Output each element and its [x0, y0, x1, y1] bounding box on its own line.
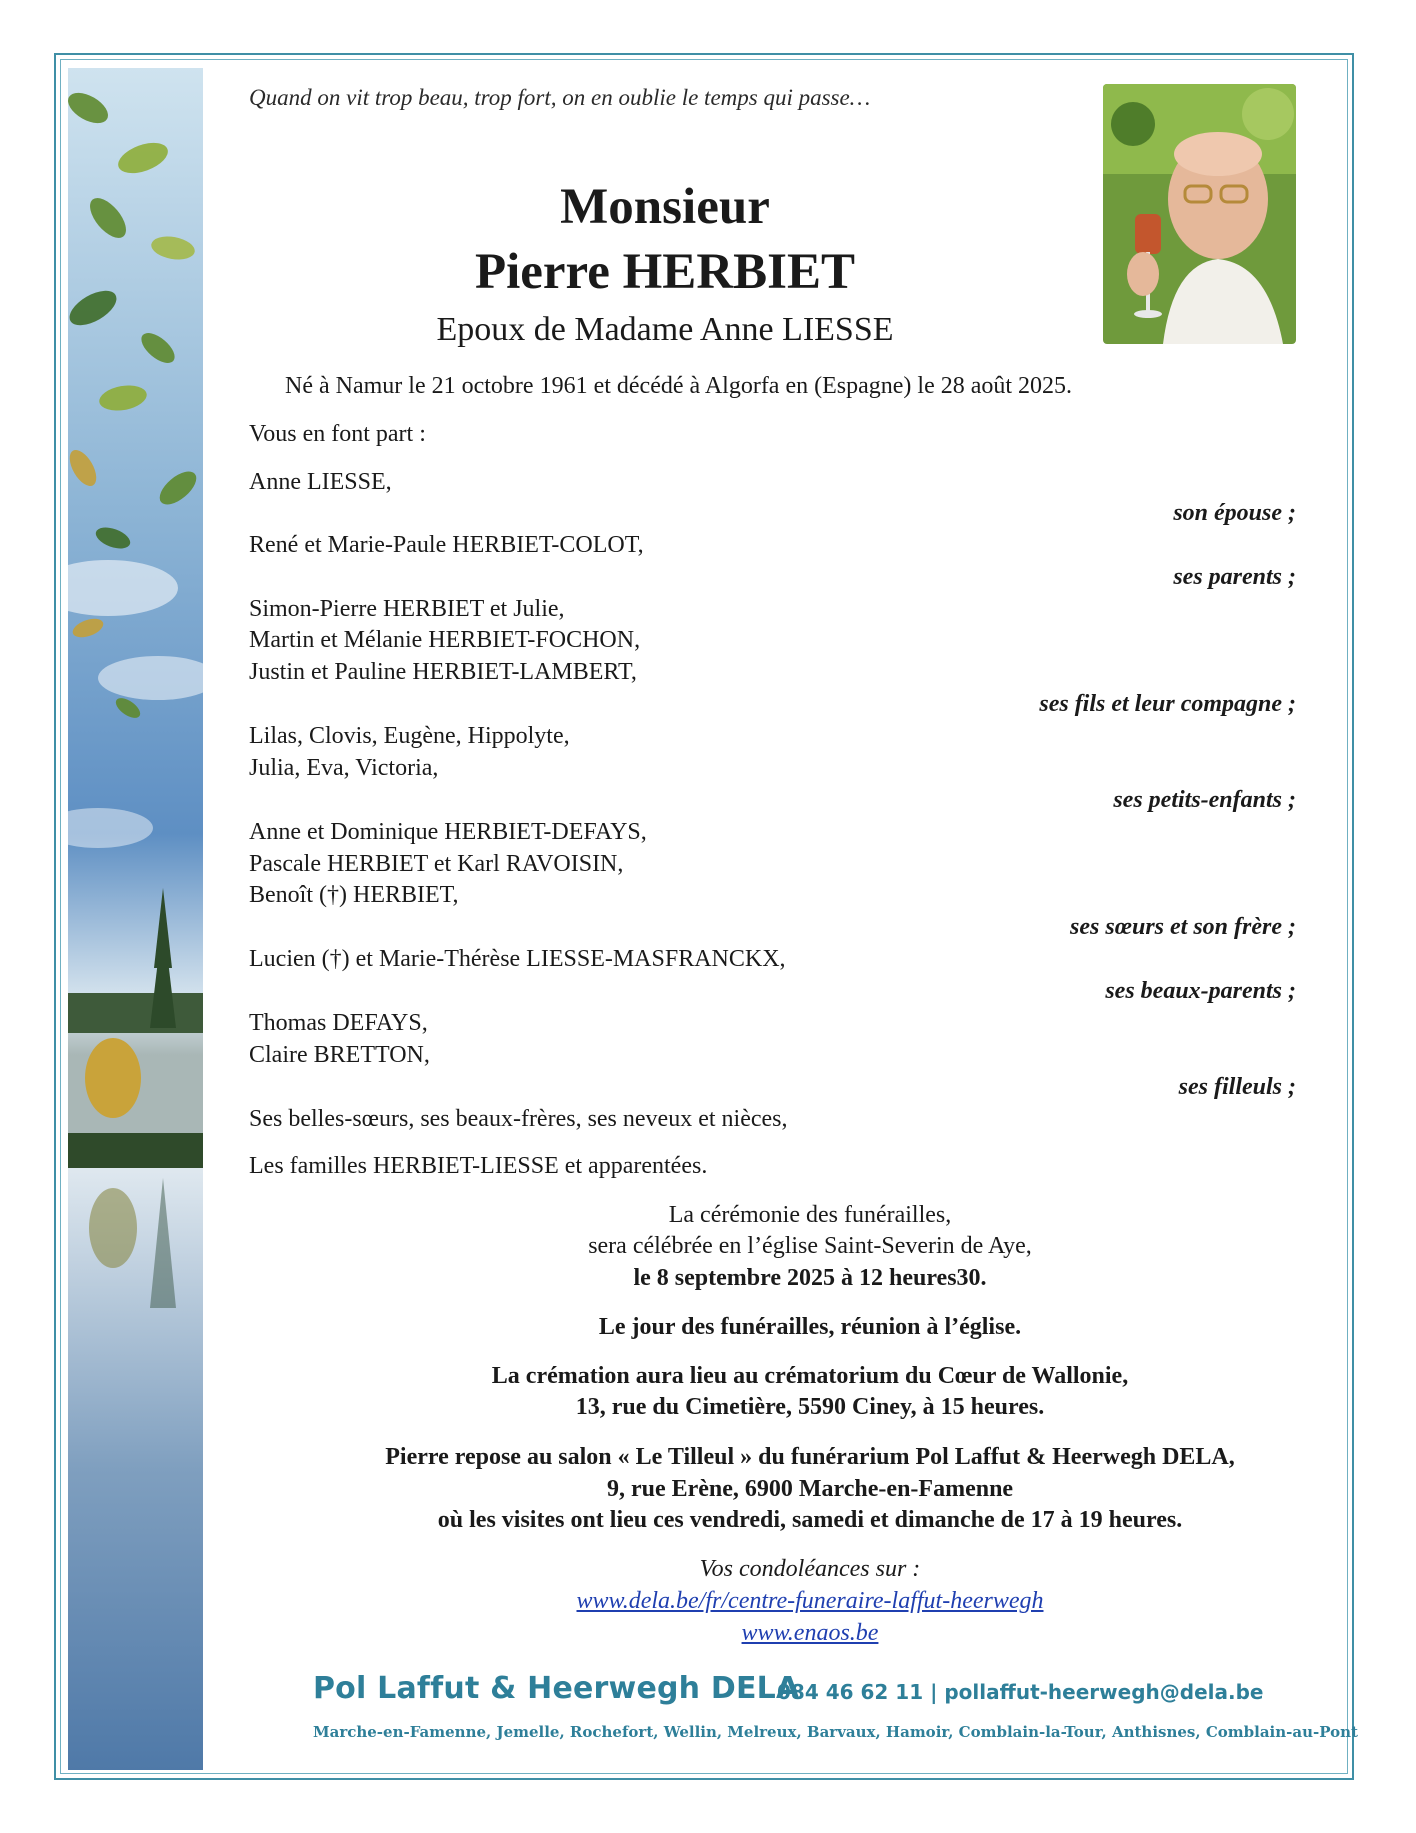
cremation-line-1: La crémation aura lieu au crématorium du Cœur de Wallonie, — [491, 1363, 1129, 1389]
opening-quote: Quand on vit trop beau, trop fort, on en oublie le temps qui passe… — [249, 85, 871, 110]
rest-line-3: où les visites ont lieu ces vendredi, samedi et dimanche de 17 à 19 heures. — [437, 1507, 1183, 1533]
family-name: Justin et Pauline HERBIET-LAMBERT, — [249, 659, 637, 685]
family-name: Simon-Pierre HERBIET et Julie, — [249, 596, 565, 622]
extended-family: Ses belles-sœurs, ses beaux-frères, ses neveux et nièces, — [249, 1106, 788, 1132]
family-name: Lilas, Clovis, Eugène, Hippolyte, — [249, 723, 570, 749]
funeral-home-towns: Marche-en-Famenne, Jemelle, Rochefort, Wellin, Melreux, Barvaux, Hamoir, Comblain-la-Tour, Anthisnes, Comblain-au-Pont — [313, 1723, 1358, 1741]
family-name: Martin et Mélanie HERBIET-FOCHON, — [249, 627, 641, 653]
family-relation: son épouse ; — [1173, 500, 1296, 526]
rest-line-1: Pierre repose au salon « Le Tilleul » du funérarium Pol Laffut & Heerwegh DELA, — [385, 1444, 1235, 1470]
family-name: Lucien (†) et Marie-Thérèse LIESSE-MASFRANCKX, — [249, 946, 786, 972]
family-relation: ses filleuls ; — [1178, 1074, 1296, 1100]
announce-label: Vous en font part : — [249, 421, 426, 447]
deceased-name: Pierre HERBIET — [474, 244, 856, 300]
family-relation: ses petits-enfants ; — [1113, 787, 1296, 813]
family-relation: ses parents ; — [1173, 564, 1296, 590]
family-name: Anne LIESSE, — [249, 469, 392, 495]
funeral-home-contact: 084 46 62 11 | pollaffut-heerwegh@dela.be — [777, 1680, 1264, 1704]
condolences-label: Vos condoléances sur : — [699, 1556, 921, 1582]
condolences-link-enaos[interactable]: www.enaos.be — [741, 1620, 879, 1646]
family-name: Thomas DEFAYS, — [249, 1010, 428, 1036]
meeting-line: Le jour des funérailles, réunion à l’église. — [598, 1314, 1022, 1340]
family-name: Julia, Eva, Victoria, — [249, 755, 439, 781]
family-name: Pascale HERBIET et Karl RAVOISIN, — [249, 851, 624, 877]
funeral-home-logo: Pol Laffut & Heerwegh DELA — [313, 1671, 800, 1706]
ceremony-line-1: La cérémonie des funérailles, — [668, 1202, 952, 1228]
spouse-line: Epoux de Madame Anne LIESSE — [436, 311, 894, 348]
family-relation: ses beaux-parents ; — [1105, 978, 1296, 1004]
family-name: Claire BRETTON, — [249, 1042, 430, 1068]
family-relation: ses fils et leur compagne ; — [1039, 691, 1296, 717]
rest-line-2: 9, rue Erène, 6900 Marche-en-Famenne — [606, 1476, 1014, 1502]
family-name: René et Marie-Paule HERBIET-COLOT, — [249, 532, 644, 558]
ceremony-line-2: sera célébrée en l’église Saint-Severin de Aye, — [588, 1233, 1032, 1259]
family-name: Benoît (†) HERBIET, — [249, 882, 459, 908]
families-line: Les familles HERBIET-LIESSE et apparentées. — [249, 1153, 708, 1179]
ceremony-date: le 8 septembre 2025 à 12 heures30. — [633, 1265, 987, 1291]
family-relation: ses sœurs et son frère ; — [1069, 914, 1296, 940]
condolences-link-dela[interactable]: www.dela.be/fr/centre-funeraire-laffut-heerwegh — [576, 1588, 1044, 1614]
family-name: Anne et Dominique HERBIET-DEFAYS, — [249, 819, 647, 845]
cremation-line-2: 13, rue du Cimetière, 5590 Ciney, à 15 heures. — [575, 1394, 1045, 1420]
title-honorific: Monsieur — [560, 179, 770, 235]
birth-death-line: Né à Namur le 21 octobre 1961 et décédé à Algorfa en (Espagne) le 28 août 2025. — [285, 373, 1073, 399]
